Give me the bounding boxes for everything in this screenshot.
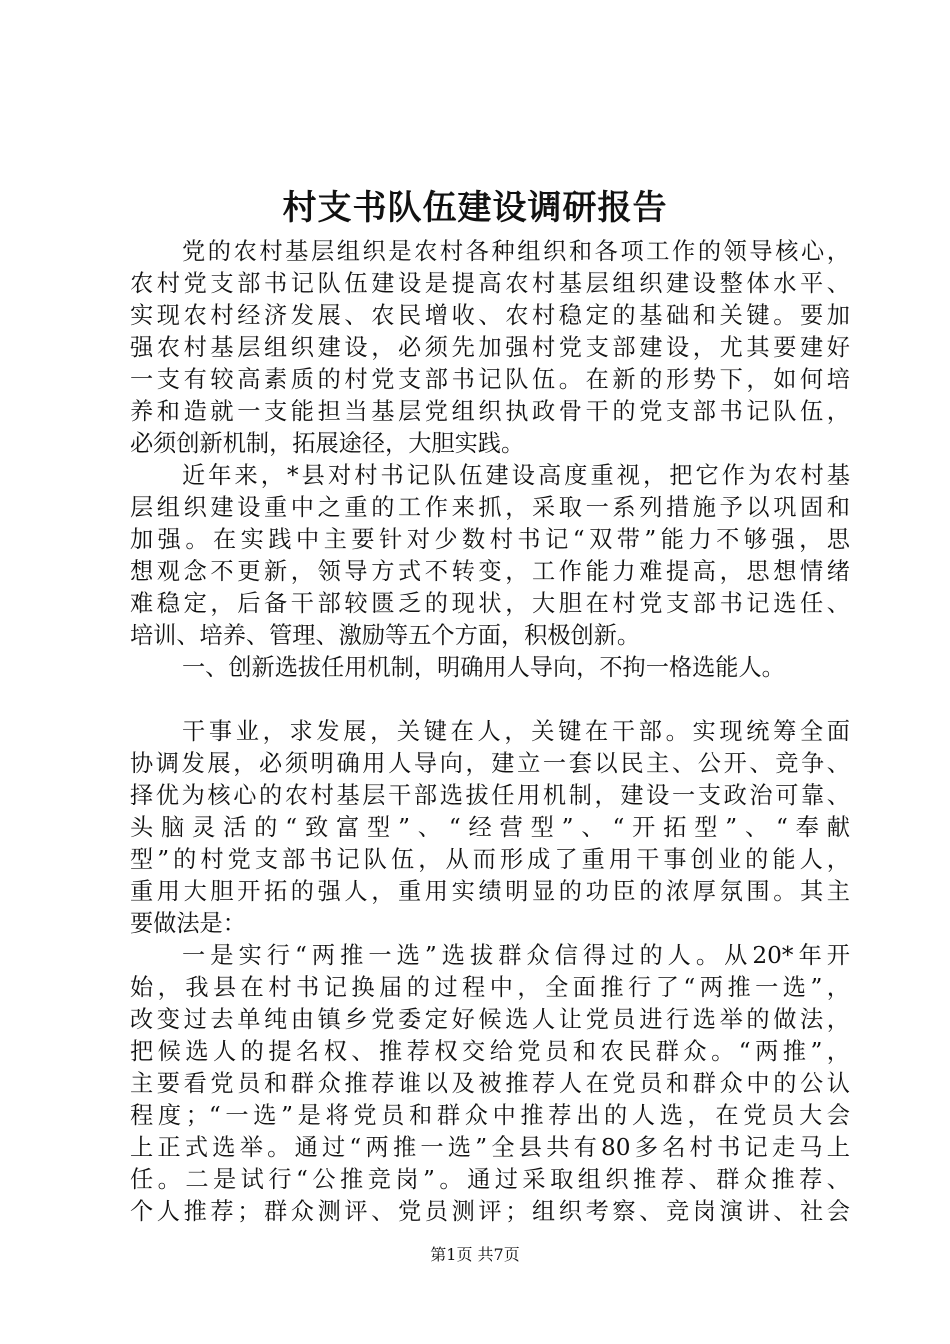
text-line: 强农村基层组织建设，必须先加强村党支部建设，尤其要建好 bbox=[130, 334, 850, 361]
text-line: 程度；“一选”是将党员和群众中推荐出的人选，在党员大会 bbox=[130, 1102, 850, 1129]
text-line: 难稳定，后备干部较匮乏的现状，大胆在村党支部书记选任、 bbox=[130, 590, 850, 617]
text-line: 要做法是： bbox=[130, 910, 246, 937]
document-body bbox=[130, 236, 850, 1228]
text-line: 头脑灵活的“致富型”、“经营型”、“开拓型”、“奉献 bbox=[130, 814, 850, 841]
text-line: 任。二是试行“公推竞岗”。通过采取组织推荐、群众推荐、 bbox=[130, 1166, 850, 1193]
text-line: 上正式选举。通过“两推一选”全县共有80多名村书记走马上 bbox=[130, 1134, 850, 1161]
text-line: 养和造就一支能担当基层党组织执政骨干的党支部书记队伍， bbox=[130, 398, 850, 425]
text-line: 重用大胆开拓的强人，重用实绩明显的功臣的浓厚氛围。其主 bbox=[130, 878, 850, 905]
text-line: 近年来，*县对村书记队伍建设高度重视，把它作为农村基 bbox=[182, 462, 850, 489]
text-line: 型”的村党支部书记队伍，从而形成了重用干事创业的能人， bbox=[130, 846, 850, 873]
text-line: 择优为核心的农村基层干部选拔任用机制，建设一支政治可靠、 bbox=[130, 782, 850, 809]
text-line: 党的农村基层组织是农村各种组织和各项工作的领导核心， bbox=[182, 238, 850, 265]
text-line: 协调发展，必须明确用人导向，建立一套以民主、公开、竞争、 bbox=[130, 750, 850, 777]
text-line: 层组织建设重中之重的工作来抓，采取一系列措施予以巩固和 bbox=[130, 494, 850, 521]
section-heading: 一、创新选拔任用机制，明确用人导向，不拘一格选能人。 bbox=[182, 654, 785, 681]
text-line: 农村党支部书记队伍建设是提高农村基层组织建设整体水平、 bbox=[130, 270, 850, 297]
text-line: 一是实行“两推一选”选拔群众信得过的人。从20*年开 bbox=[182, 942, 850, 969]
text-line: 实现农村经济发展、农民增收、农村稳定的基础和关键。要加 bbox=[130, 302, 850, 329]
text-line: 个人推荐；群众测评、党员测评；组织考察、竞岗演讲、社会 bbox=[130, 1198, 850, 1225]
blank-line bbox=[130, 684, 850, 716]
text-line: 主要看党员和群众推荐谁以及被推荐人在党员和群众中的公认 bbox=[130, 1070, 850, 1097]
text-line: 培训、培养、管理、激励等五个方面，积极创新。 bbox=[130, 622, 641, 649]
text-line: 始，我县在村书记换届的过程中，全面推行了“两推一选”， bbox=[130, 974, 850, 1001]
text-line: 一支有较高素质的村党支部书记队伍。在新的形势下，如何培 bbox=[130, 366, 850, 393]
text-line: 加强。在实践中主要针对少数村书记“双带”能力不够强，思 bbox=[130, 526, 850, 553]
text-line: 必须创新机制，拓展途径，大胆实践。 bbox=[130, 430, 525, 457]
text-line: 改变过去单纯由镇乡党委定好候选人让党员进行选举的做法， bbox=[130, 1006, 850, 1033]
text-line: 干事业，求发展，关键在人，关键在干部。实现统筹全面 bbox=[182, 718, 850, 745]
text-line: 想观念不更新，领导方式不转变，工作能力难提高，思想情绪 bbox=[130, 558, 850, 585]
document-title: 村支书队伍建设调研报告 bbox=[282, 188, 668, 228]
text-line: 把候选人的提名权、推荐权交给党员和农民群众。“两推”， bbox=[130, 1038, 850, 1065]
page-footer: 第1页 共7页 bbox=[430, 1245, 520, 1264]
